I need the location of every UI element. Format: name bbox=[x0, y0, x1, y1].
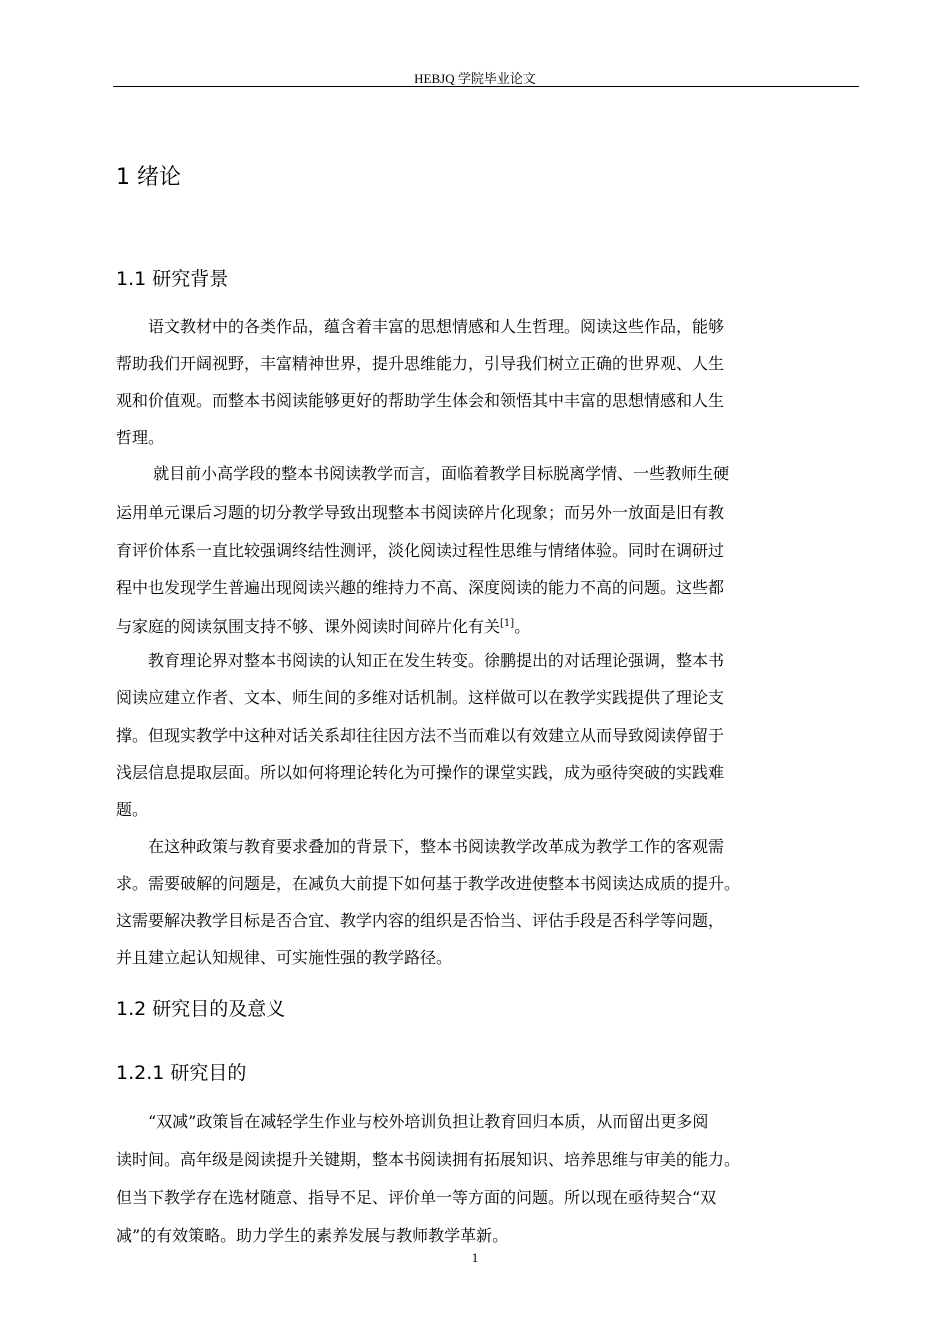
paragraph-line: 撑。但现实教学中这种对话关系却往往因方法不当而难以有效建立从而导致阅读停留于 bbox=[116, 726, 725, 745]
paragraph-line: 在这种政策与教育要求叠加的背景下，整本书阅读教学改革成为教学工作的客观需 bbox=[116, 837, 725, 856]
section-title-1-2-1: 1.2.1 研究目的 bbox=[116, 1062, 247, 1084]
paragraph-line: 浅层信息提取层面。所以如何将理论转化为可操作的课堂实践，成为亟待突破的实践难 bbox=[116, 763, 725, 782]
page-header: HEBJQ 学院毕业论文 bbox=[414, 71, 536, 86]
page-number: 1 bbox=[471, 1250, 479, 1265]
paragraph-line: 求。需要破解的问题是，在减负大前提下如何基于教学改进使整本书阅读达成质的提升。 bbox=[116, 874, 741, 893]
paragraph-text: 。 bbox=[514, 617, 531, 636]
paragraph-line: 观和价值观。而整本书阅读能够更好的帮助学生体会和领悟其中丰富的思想情感和人生 bbox=[116, 391, 725, 410]
paragraph-line: 帮助我们开阔视野，丰富精神世界，提升思维能力，引导我们树立正确的世界观、人生 bbox=[116, 354, 725, 373]
paragraph-line: 程中也发现学生普遍出现阅读兴趣的维持力不高、深度阅读的能力不高的问题。这些都 bbox=[116, 578, 725, 597]
paragraph-line: 这需要解决教学目标是否合宜、教学内容的组织是否恰当、评估手段是否科学等问题， bbox=[116, 911, 725, 930]
paragraph-line: 读时间。高年级是阅读提升关键期，整本书阅读拥有拓展知识、培养思维与审美的能力。 bbox=[116, 1150, 741, 1169]
paragraph-line: 就目前小高学段的整本书阅读教学而言，面临着教学目标脱离学情、一些教师生硬 bbox=[116, 464, 730, 483]
paragraph-line: 阅读应建立作者、文本、师生间的多维对话机制。这样做可以在教学实践提供了理论支 bbox=[116, 688, 725, 707]
citation-mark: [1] bbox=[500, 618, 515, 629]
paragraph-line: 运用单元课后习题的切分教学导致出现整本书阅读碎片化现象；而另外一放面是旧有教 bbox=[116, 503, 725, 522]
paragraph-line: 题。 bbox=[116, 800, 149, 819]
paragraph-line: 并且建立起认知规律、可实施性强的教学路径。 bbox=[116, 948, 453, 967]
paragraph-line: 育评价体系一直比较强调终结性测评，淡化阅读过程性思维与情绪体验。同时在调研过 bbox=[116, 541, 725, 560]
paragraph-line: “双减”政策旨在减轻学生作业与校外培训负担让教育回归本质，从而留出更多阅 bbox=[116, 1112, 709, 1131]
paragraph-line: 减”的有效策略。助力学生的素养发展与教师教学革新。 bbox=[116, 1226, 509, 1245]
paragraph-line bbox=[116, 614, 530, 637]
paragraph-line: 语文教材中的各类作品，蕴含着丰富的思想情感和人生哲理。阅读这些作品，能够 bbox=[116, 317, 725, 336]
paragraph-line: 哲理。 bbox=[116, 428, 165, 447]
paragraph-line: 但当下教学存在选材随意、指导不足、评价单一等方面的问题。所以现在亟待契合“双 bbox=[116, 1188, 717, 1207]
header-divider bbox=[113, 86, 859, 87]
chapter-title: 1 绪论 bbox=[116, 165, 181, 190]
section-title-1-2: 1.2 研究目的及意义 bbox=[116, 998, 286, 1020]
paragraph-line: 教育理论界对整本书阅读的认知正在发生转变。徐鹏提出的对话理论强调，整本书 bbox=[116, 651, 725, 670]
paragraph-text: 与家庭的阅读氛围支持不够、课外阅读时间碎片化有关 bbox=[116, 617, 501, 636]
section-title-1-1: 1.1 研究背景 bbox=[116, 268, 229, 290]
